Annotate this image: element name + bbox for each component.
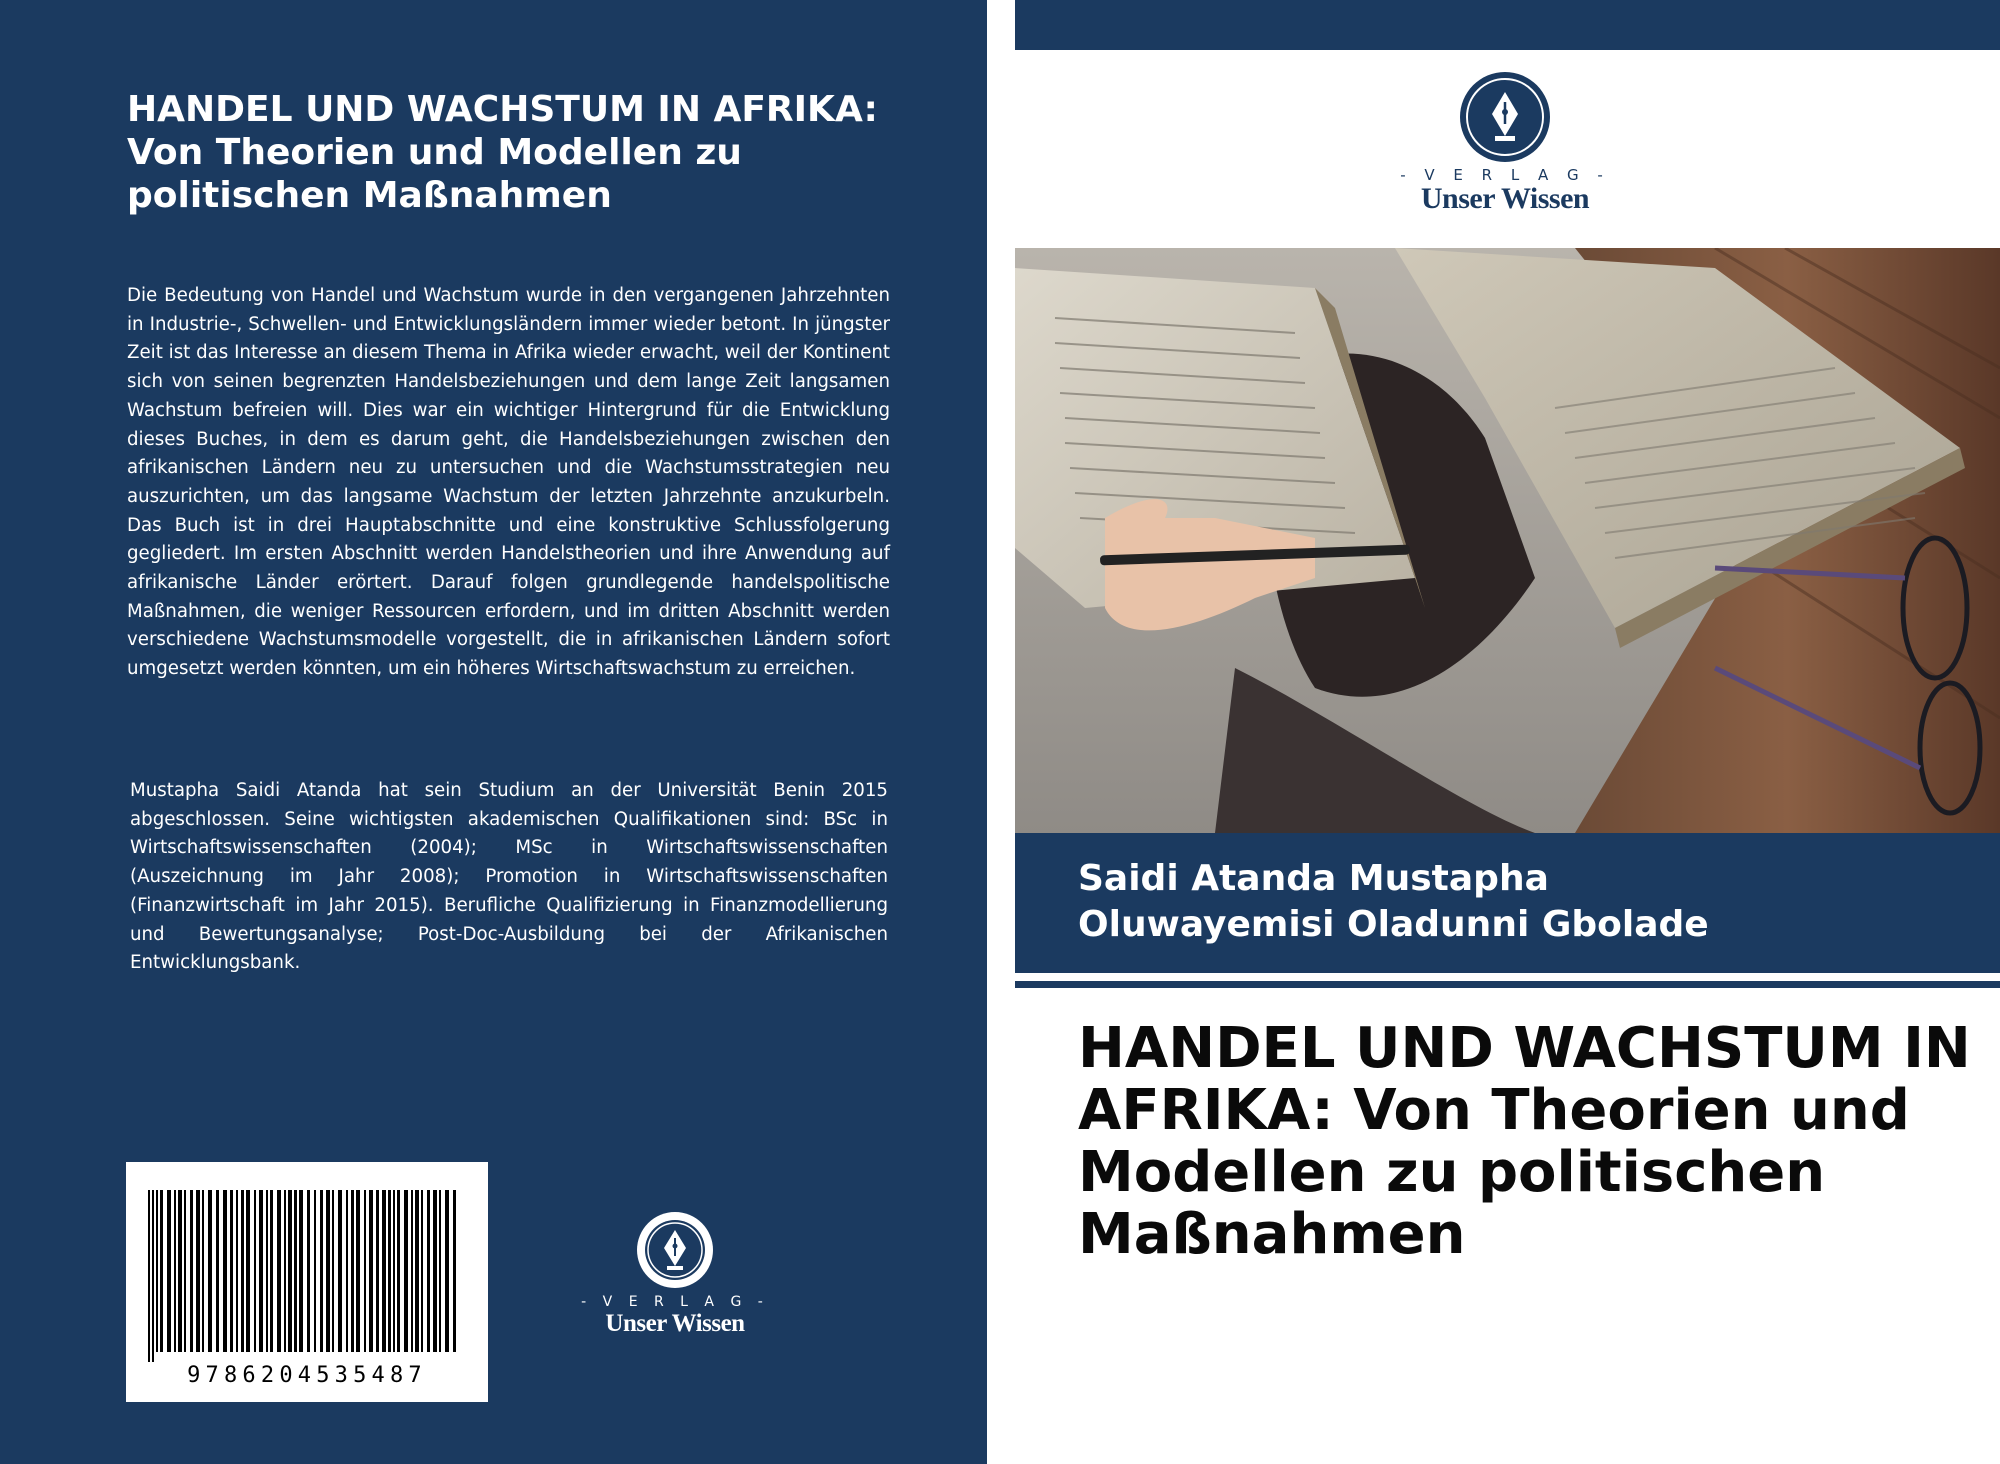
barcode-bar [338,1190,342,1352]
barcode-bar [351,1190,354,1352]
barcode-bar [202,1190,204,1352]
front-publisher-logo [1360,70,1650,220]
barcode-bar [148,1190,150,1362]
barcode-bar [178,1190,182,1352]
barcode-bar [299,1190,303,1352]
back-cover-title: HANDEL UND WACHSTUM IN AFRIKA: Von Theorien und Modellen zu politischen Maßnahmen [127,89,878,216]
barcode-bar [160,1190,163,1352]
author-name-1: Saidi Atanda Mustapha [1078,858,1549,899]
barcode-bar [184,1190,186,1352]
barcode-bar [346,1190,348,1352]
barcode-bar [326,1190,330,1352]
barcode-bar [427,1190,430,1352]
barcode-bar [388,1190,391,1352]
barcode-bar [393,1190,395,1352]
isbn-barcode [126,1162,488,1402]
barcode-bar [376,1190,379,1352]
barcode-bar [190,1190,193,1352]
barcode-bar [411,1190,413,1352]
barcode-bar [356,1190,360,1352]
barcode-bar [415,1190,419,1352]
barcode-bar [277,1190,281,1352]
cover-photo [1015,248,2000,833]
barcode-bar [369,1190,373,1352]
isbn-number: 9786204535487 [187,1363,427,1388]
barcode-bar [241,1190,244,1352]
author-biography: Mustapha Saidi Atanda hat sein Studium an der Universität Benin 2015 abgeschlossen. Seine wichtigsten akademischen Qualifikationen sind: BSc in Wirtschaftswissenschaften (2004); MSc in Wirtschaftswissenschaften (Auszeichnung im Jahr 2008); Promotion in Wirtschaftswissenschaften (Finanzwirtschaft im Jahr 2015). Berufliche Qualifizierung in Finanzmodellierung und Bewertungsanalyse; Post-Doc-Ausbildung bei der Afrikanischen Entwicklungsbank. [130,780,888,974]
fountain-pen-nib-emblem-icon [1458,70,1552,164]
barcode-bar [254,1190,256,1352]
barcode-bar [288,1190,292,1352]
barcode-bar [152,1190,154,1362]
barcode-bar [208,1190,212,1352]
barcode-bar [167,1190,171,1352]
back-cover [0,0,987,1464]
open-book-photo [1015,248,2000,833]
barcode-bar [230,1190,233,1352]
barcode-bar [382,1190,386,1352]
front-cover-title: HANDEL UND WACHSTUM IN AFRIKA: Von Theorien und Modellen zu politischen Maßnahmen [1078,1016,1971,1267]
barcode-bar [223,1190,227,1352]
barcode-bar [364,1190,366,1352]
barcode-bar [196,1190,200,1352]
front-publisher-name: Unser Wissen [1420,182,1590,215]
barcode-bar [270,1190,273,1352]
back-publisher-verlag-label: - V E R L A G - [581,1294,769,1310]
author-band [1015,833,2000,973]
front-cover [1015,0,2000,1464]
back-publisher-logo [560,1210,790,1350]
barcode-bar [397,1190,400,1352]
barcode-bar [294,1190,297,1352]
barcode-bar [445,1190,449,1352]
barcode-bar [216,1190,219,1352]
barcode-bar [320,1190,323,1352]
author-name-2: Oluwayemisi Oladunni Gbolade [1078,904,1709,945]
barcode-bar [259,1190,263,1352]
front-divider-rule [1015,981,2000,988]
barcode-bar [236,1190,238,1352]
barcode-bar [439,1190,441,1352]
barcode-bar [156,1190,158,1352]
barcode-bar [314,1190,316,1352]
spine-gap [987,0,1015,1464]
barcode-bar [307,1190,310,1352]
barcode-bar [284,1190,286,1352]
back-cover-blurb: Die Bedeutung von Handel und Wachstum wurde in den vergangenen Jahrzehnten in Industrie-, Schwellen- und Entwicklungsländern immer wieder betont. In jüngster Zeit ist das Interesse an diesem Thema in Afrika wieder erwacht, weil der Kontinent sich von seinen begrenzten Handelsbeziehungen und dem lange Zeit langsamen Wachstum befreien will. Dies war ein wichtiger Hintergrund für die Entwicklung dieses Buches, in dem es darum geht, die Handelsbeziehungen zwischen den afrikanischen Ländern neu zu untersuchen und die Wachstumsstrategien neu auszurichten, um das langsame Wachstum der letzten Jahrzehnte anzukurbeln. Das Buch ist in drei Hauptabschnitte und eine konstruktive Schlussfolgerung gegliedert. Im ersten Abschnitt werden Handelstheorien und ihre Anwendung auf afrikanische Länder erörtert. Darauf folgen grundlegende handelspolitische Maßnahmen, die weniger Ressourcen erfordern, und im dritten Abschnitt werden verschiedene Wachstumsmodelle vorgestellt, die in afrikanischen Ländern sofort umgesetzt werden könnten, um ein höheres Wirtschaftswachstum zu erreichen. [127,285,890,680]
barcode-bar [174,1190,176,1352]
barcode-bar [266,1190,268,1352]
barcode-bar [433,1190,437,1352]
barcode-bar [332,1190,334,1352]
fountain-pen-nib-emblem-icon [635,1210,715,1290]
front-top-bar [1015,0,2000,50]
barcode-bar [246,1190,250,1352]
back-publisher-name: Unser Wissen [605,1310,745,1337]
barcode-bar [404,1190,408,1352]
barcode-bar [421,1190,423,1352]
barcode-bar [453,1190,456,1352]
front-publisher-verlag-label: - V E R L A G - [1400,166,1610,184]
